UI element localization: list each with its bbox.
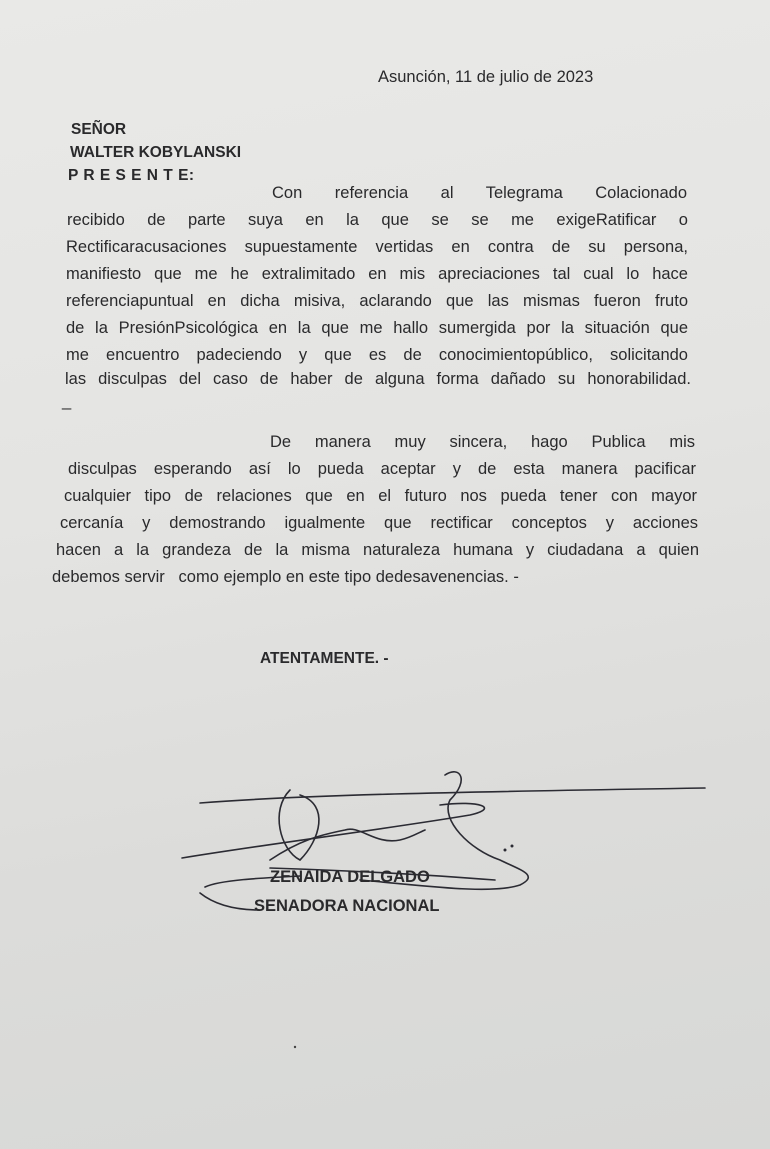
paragraph-line: disculpas esperando así lo pueda aceptar y de esta manera pacificar [68,460,696,478]
paragraph-line: debemos servir como ejemplo en este tipo dedesavenencias. - [52,568,519,586]
paragraph-line: Con referencia al Telegrama Colacionado [272,184,687,202]
paragraph-line: hacen a la grandeza de la misma naturaleza humana y ciudadana a quien [56,541,699,559]
recipient-presente: P R E S E N T E: [68,167,195,184]
paragraph-line: cercanía y demostrando igualmente que rectificar conceptos y acciones [60,514,698,532]
letter-date: Asunción, 11 de julio de 2023 [378,68,594,86]
paragraph-line: referenciapuntual en dicha misiva, aclarando que las mismas fueron fruto [66,292,688,310]
closing: ATENTAMENTE. - [260,650,389,667]
paragraph-line: me encuentro padeciendo y que es de conocimientopúblico, solicitando [66,346,688,364]
paragraph-line: las disculpas del caso de haber de alguna forma dañado su honorabilidad. [65,370,691,388]
recipient-salutation: SEÑOR [71,121,127,138]
paragraph-line: manifiesto que me he extralimitado en mis apreciaciones tal cual lo hace [66,265,688,283]
paragraph-line: de la PresiónPsicológica en la que me hallo sumergida por la situación que [66,319,688,337]
recipient-name: WALTER KOBYLANSKI [70,144,242,161]
paragraph-line: recibido de parte suya en la que se se me exigeRatificar o [67,211,688,229]
paragraph-line: De manera muy sincera, hago Publica mis [270,433,695,451]
signer-title: SENADORA NACIONAL [254,897,440,915]
paragraph-line: cualquier tipo de relaciones que en el futuro nos pueda tener con mayor [64,487,697,505]
paragraph-line: _ [62,392,72,410]
signer-name: ZENAIDA DELGADO [270,868,430,886]
paragraph-line: Rectificaracusaciones supuestamente vertidas en contra de su persona, [66,238,688,256]
